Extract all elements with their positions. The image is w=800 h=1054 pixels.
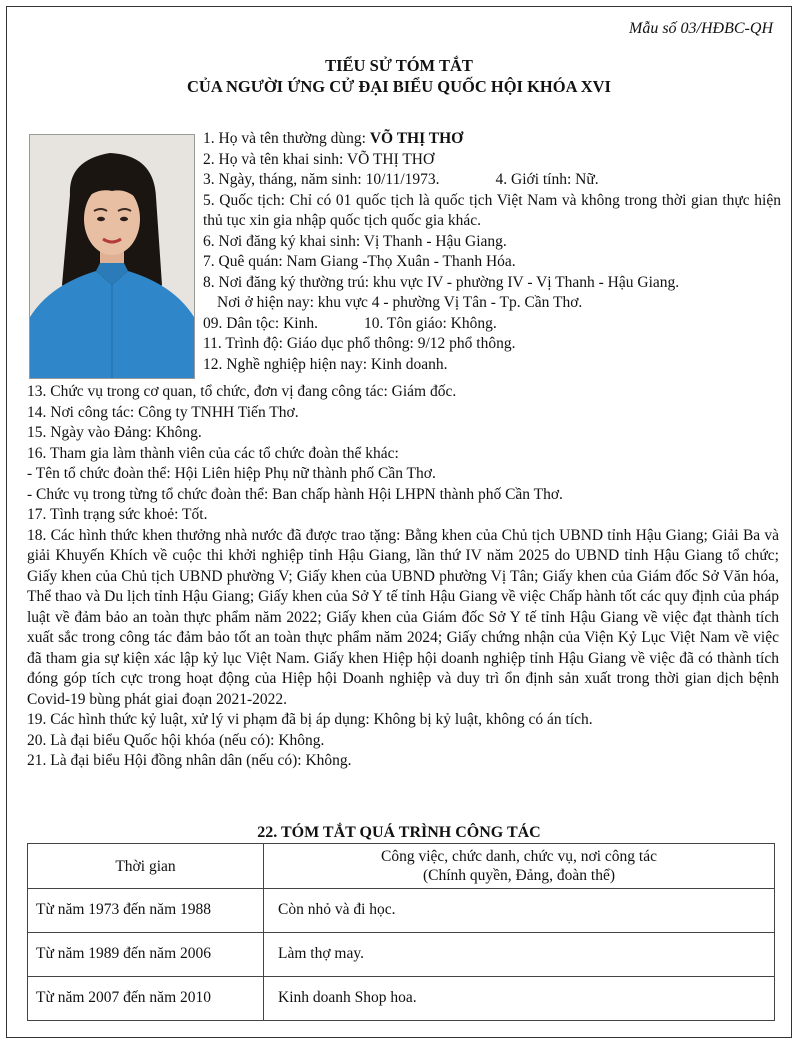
- header-role-line-1: Công việc, chức danh, chức vụ, nơi công tác: [381, 848, 657, 865]
- item-20: 20. Là đại biểu Quốc hội khóa (nếu có): Không.: [27, 731, 325, 749]
- item-16-organization: - Tên tổ chức đoàn thể: Hội Liên hiệp Phụ nữ thành phố Cần Thơ.: [27, 465, 436, 482]
- common-name: VÕ THỊ THƠ: [369, 130, 464, 147]
- title-line-2: CỦA NGƯỜI ỨNG CỬ ĐẠI BIỂU QUỐC HỘI KHÓA XVI: [187, 77, 611, 96]
- header-role: [264, 844, 775, 889]
- row-time: Từ năm 1989 đến năm 2006: [28, 933, 264, 977]
- item-11: 11. Trình độ: Giáo dục phổ thông: 9/12 phổ thông.: [203, 335, 516, 352]
- additional-info-block: [27, 382, 779, 772]
- item-10: 10. Tôn giáo: Không.: [363, 314, 497, 332]
- candidate-portrait-photo: [29, 134, 195, 379]
- item-5: 5. Quốc tịch: Chỉ có 01 quốc tịch là quốc tịch Việt Nam và không trong thời gian thực hiện thủ tục xin gia nhập quốc tịch quốc gia khác.: [203, 191, 781, 229]
- portrait-photo-icon: [30, 135, 194, 378]
- item-9: 09. Dân tộc: Kinh.: [203, 314, 318, 332]
- row-role: Còn nhỏ và đi học.: [264, 889, 775, 933]
- item-19: 19. Các hình thức kỷ luật, xử lý vi phạm đã bị áp dụng: Không bị kỷ luật, không có án tích.: [27, 711, 593, 728]
- item-3: 3. Ngày, tháng, năm sinh: 10/11/1973.: [203, 171, 440, 188]
- table-row: [28, 933, 775, 977]
- title-line-1: TIỂU SỬ TÓM TẮT: [325, 56, 473, 75]
- item-18-awards: 18. Các hình thức khen thưởng nhà nước đã được trao tặng: Bằng khen của Chủ tịch UBND tỉnh Hậu Giang; Giải Ba và giải Khuyến Khích về cuộc thi khởi nghiệp tỉnh Hậu Giang, lần thứ IV năm 2025 do UBND tỉnh Hậu Giang tổ chức; Giấy khen của Chủ tịch UBND phường V; Giấy khen của UBND phường Vị Tân; Giấy khen của Giám đốc Sở Văn hóa, Thể thao và Du lịch tỉnh Hậu Giang; Giấy khen của Sở Y tế tỉnh Hậu Giang về việc Chấp hành tốt các quy định của pháp luật về đảm bảo an toàn thực phẩm năm 2022; Giấy khen của Giám đốc Sở Y tế tỉnh Hậu Giang về việc đạt thành tích xuất sắc trong công tác đảm bảo tốt an toàn thực phẩm năm 2024; Giấy chứng nhận của Viện Kỷ Lục Việt Nam về việc đã tham gia sự kiện xác lập kỷ lục Việt Nam. Giấy khen Hiệp hội doanh nghiệp tỉnh Hậu Giang về việc đã có thành tích đóng góp tích cực trong hoạt động của Hiệp hội Doanh nghiệp và duy trì ổn định sản xuất trong thời gian dịch bệnh Covid-19 bùng phát giai đoạn 2021-2022.: [27, 526, 779, 708]
- form-number: Mẫu số 03/HĐBC-QH: [629, 20, 773, 37]
- item-15: 15. Ngày vào Đảng: Không.: [27, 424, 202, 441]
- item-13: 13. Chức vụ trong cơ quan, tổ chức, đơn vị đang công tác: Giám đốc.: [27, 383, 457, 400]
- item-8: 8. Nơi đăng ký thường trú: khu vực IV - phường IV - Vị Thanh - Hậu Giang.: [203, 273, 680, 291]
- header-role-line-2: (Chính quyền, Đảng, đoàn thể): [423, 867, 615, 884]
- item-7: 7. Quê quán: Nam Giang -Thọ Xuân - Thanh Hóa.: [203, 253, 516, 270]
- item-16-position: - Chức vụ trong từng tổ chức đoàn thể: Ban chấp hành Hội LHPN thành phố Cần Thơ.: [27, 485, 563, 503]
- item-1: [203, 129, 781, 150]
- work-history-table: [27, 843, 775, 1021]
- resume-document: [6, 6, 792, 1038]
- item-8-current-residence: Nơi ở hiện nay: khu vực 4 - phường Vị Tân - Tp. Cần Thơ.: [217, 294, 583, 311]
- item-9-10: [203, 314, 781, 335]
- item-17: 17. Tình trạng sức khoẻ: Tốt.: [27, 506, 208, 523]
- item-14: 14. Nơi công tác: Công ty TNHH Tiến Thơ.: [27, 403, 299, 421]
- item-12: 12. Nghề nghiệp hiện nay: Kinh doanh.: [203, 355, 448, 373]
- table-row: [28, 889, 775, 933]
- row-time: Từ năm 1973 đến năm 1988: [28, 889, 264, 933]
- header-time: Thời gian: [28, 844, 264, 889]
- work-history-title: 22. TÓM TẮT QUÁ TRÌNH CÔNG TÁC: [257, 824, 541, 841]
- item-1-label: 1. Họ và tên thường dùng:: [203, 130, 370, 147]
- item-4: 4. Giới tính: Nữ.: [495, 171, 599, 188]
- item-6: 6. Nơi đăng ký khai sinh: Vị Thanh - Hậu Giang.: [203, 232, 507, 250]
- item-3-4: [203, 170, 781, 191]
- document-title: [7, 55, 791, 97]
- item-2: 2. Họ và tên khai sinh: VÕ THỊ THƠ: [203, 150, 435, 168]
- personal-info-block: [203, 129, 781, 375]
- row-role: Làm thợ may.: [264, 933, 775, 977]
- row-time: Từ năm 2007 đến năm 2010: [28, 977, 264, 1021]
- row-role: Kinh doanh Shop hoa.: [264, 977, 775, 1021]
- item-21: 21. Là đại biểu Hội đồng nhân dân (nếu có): Không.: [27, 752, 352, 769]
- table-header-row: [28, 844, 775, 889]
- item-16: 16. Tham gia làm thành viên của các tổ chức đoàn thể khác:: [27, 444, 399, 462]
- table-row: [28, 977, 775, 1021]
